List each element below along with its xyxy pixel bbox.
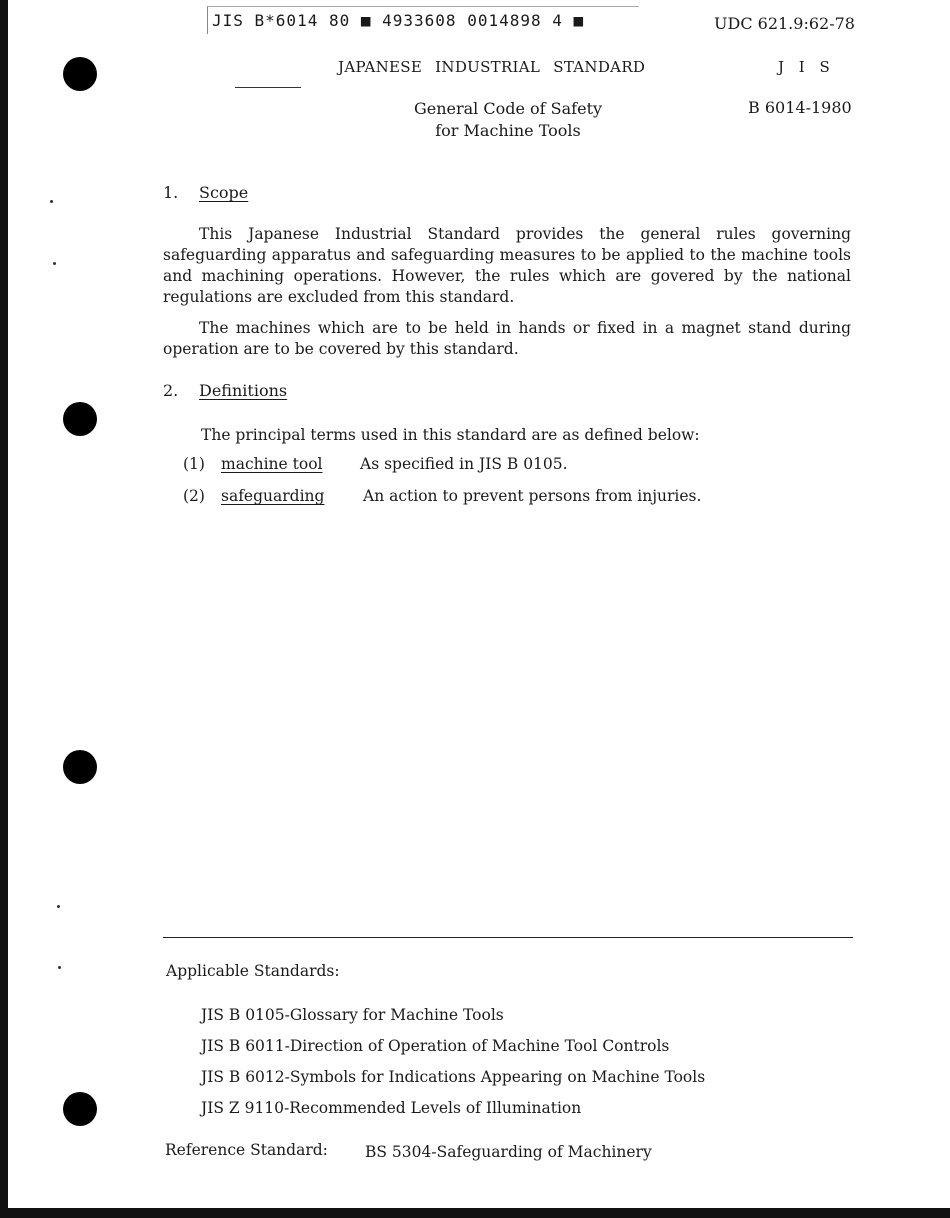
section-scope-heading xyxy=(163,183,248,202)
document-title-line1: General Code of Safety xyxy=(413,99,603,118)
scan-speck xyxy=(53,262,56,265)
scan-border-bottom xyxy=(0,1208,950,1218)
punch-hole-icon xyxy=(63,57,97,91)
definition-number: (2) xyxy=(183,487,205,505)
catalog-code: JIS B*6014 80 ■ 4933608 0014898 4 ■ xyxy=(207,6,639,34)
section-number: 2. xyxy=(163,381,179,400)
applicable-standard-item: JIS Z 9110-Recommended Levels of Illumination xyxy=(201,1099,582,1117)
scan-speck xyxy=(57,905,60,908)
jis-label: J I S xyxy=(778,58,835,76)
scan-border-left xyxy=(0,0,8,1218)
paragraph-text: The machines which are to be held in hands or fixed in a magnet stand during operation are to be covered by this standard. xyxy=(163,319,851,358)
applicable-standard-item: JIS B 0105-Glossary for Machine Tools xyxy=(201,1006,504,1024)
scan-edge-mark xyxy=(14,1165,19,1181)
punch-hole-icon xyxy=(63,1092,97,1126)
punch-hole-icon xyxy=(63,750,97,784)
footer-rule xyxy=(163,937,853,938)
definition-text: As specified in JIS B 0105. xyxy=(360,455,568,473)
paragraph-text: This Japanese Industrial Standard provides the general rules governing safeguarding apparatus and safeguarding measures to be applied to the machine tools and machining operations. However, the rules which are govered by the national regulations are excluded from this standard. xyxy=(163,225,851,306)
definition-number: (1) xyxy=(183,455,205,473)
definitions-intro: The principal terms used in this standard are as defined below: xyxy=(201,426,700,444)
document-number: B 6014-1980 xyxy=(748,98,852,117)
definition-item xyxy=(183,487,701,505)
definition-text: An action to prevent persons from injuries. xyxy=(363,487,702,505)
scan-speck xyxy=(58,966,61,969)
section-title: Definitions xyxy=(199,381,288,400)
reference-standard-label: Reference Standard: xyxy=(165,1141,328,1159)
definition-item xyxy=(183,455,568,473)
section-definitions-heading xyxy=(163,381,287,400)
header-rule xyxy=(235,87,301,88)
section-title: Scope xyxy=(199,183,249,202)
udc-number: UDC 621.9:62-78 xyxy=(714,14,855,33)
standard-title: JAPANESE INDUSTRIAL STANDARD xyxy=(338,58,646,76)
definition-term: safeguarding xyxy=(221,487,325,505)
applicable-standard-item: JIS B 6011-Direction of Operation of Machine Tool Controls xyxy=(201,1037,670,1055)
scan-speck xyxy=(50,200,53,203)
applicable-standard-item: JIS B 6012-Symbols for Indications Appearing on Machine Tools xyxy=(201,1068,706,1086)
section-number: 1. xyxy=(163,183,179,202)
reference-standard-value: BS 5304-Safeguarding of Machinery xyxy=(365,1143,652,1161)
definition-term: machine tool xyxy=(221,455,323,473)
scope-paragraph-2 xyxy=(163,318,851,360)
applicable-standards-heading: Applicable Standards: xyxy=(166,962,340,980)
document-title-line2: for Machine Tools xyxy=(435,121,581,140)
punch-hole-icon xyxy=(63,402,97,436)
scope-paragraph-1 xyxy=(163,224,851,308)
document-title xyxy=(380,98,636,142)
